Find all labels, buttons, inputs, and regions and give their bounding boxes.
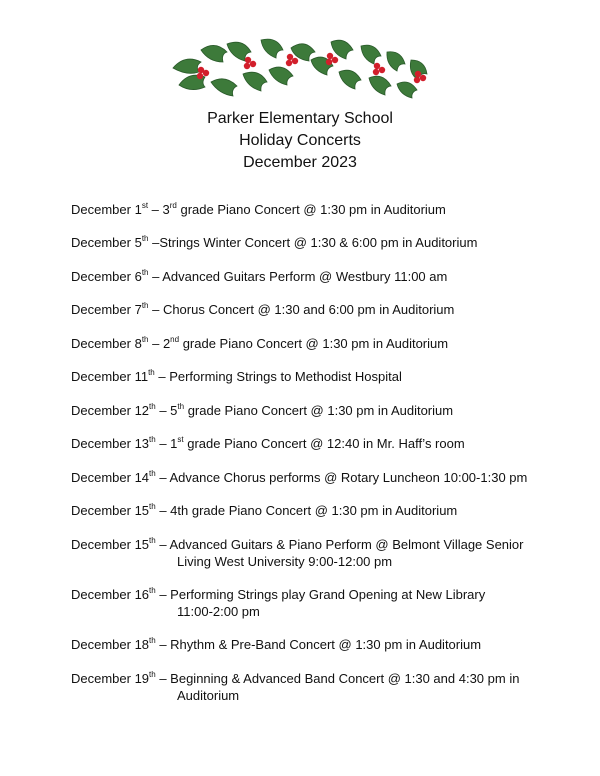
grade-suffix: rd	[169, 201, 177, 210]
entry-description: – 5	[155, 403, 178, 418]
entry-date: December 15	[71, 503, 150, 518]
list-item	[71, 301, 454, 318]
entry-description: – Performing Strings to Methodist Hospital	[154, 369, 402, 384]
entry-date: December 5	[71, 235, 142, 250]
entry-date: December 18	[71, 637, 150, 652]
entry-description: – 3	[148, 202, 170, 217]
list-item	[71, 234, 477, 251]
entry-continuation: Auditorium	[177, 688, 240, 703]
entry-date: December 12	[71, 403, 150, 418]
date-suffix: th	[148, 368, 155, 377]
entry-date: December 15	[71, 537, 150, 552]
list-item	[71, 435, 465, 452]
entry-description: – 1	[155, 436, 178, 451]
entry-date: December 6	[71, 269, 142, 284]
entry-date: December 7	[71, 302, 142, 317]
entry-description: – 4th grade Piano Concert @ 1:30 pm in Auditorium	[155, 503, 458, 518]
date-suffix: th	[141, 335, 149, 344]
list-item	[71, 636, 481, 653]
entry-date: December 14	[71, 470, 150, 485]
grade-suffix: th	[177, 402, 185, 411]
date-suffix: th	[149, 435, 156, 444]
entry-continuation: Living West University 9:00-12:00 pm	[177, 554, 393, 569]
list-item	[71, 469, 527, 486]
entry-description-rest: grade Piano Concert @ 1:30 pm in Auditorium	[184, 403, 454, 418]
entry-date: December 13	[71, 436, 150, 451]
list-item	[71, 335, 448, 352]
entry-description: – Performing Strings play Grand Opening at New Library	[155, 587, 486, 602]
grade-suffix: nd	[170, 335, 180, 344]
list-item	[71, 201, 446, 218]
entry-date: December 11	[71, 369, 149, 384]
entry-description: – Advanced Guitars & Piano Perform @ Belmont Village Senior	[155, 537, 524, 552]
list-item	[71, 368, 402, 385]
entry-description: – Advanced Guitars Perform @ Westbury 11:00 am	[148, 269, 448, 284]
entry-description-rest: grade Piano Concert @ 1:30 pm in Auditorium	[176, 202, 446, 217]
date-suffix: th	[149, 586, 156, 595]
entry-description: –Strings Winter Concert @ 1:30 & 6:00 pm in Auditorium	[148, 235, 478, 250]
event-month: December 2023	[243, 154, 357, 171]
list-item	[71, 268, 447, 285]
entry-date: December 1	[71, 202, 142, 217]
event-title: Holiday Concerts	[239, 132, 361, 149]
grade-suffix: st	[177, 435, 184, 444]
entry-description-rest: grade Piano Concert @ 1:30 pm in Auditorium	[179, 336, 449, 351]
holly-garland-icon	[165, 30, 440, 110]
entry-description: – 2	[148, 336, 171, 351]
entry-description: – Rhythm & Pre-Band Concert @ 1:30 pm in Auditorium	[155, 637, 482, 652]
entry-date: December 8	[71, 336, 142, 351]
entry-date: December 19	[71, 671, 150, 686]
date-suffix: th	[149, 502, 156, 511]
date-suffix: th	[149, 536, 156, 545]
date-suffix: th	[141, 268, 149, 277]
date-suffix: th	[149, 402, 156, 411]
date-suffix: th	[149, 636, 156, 645]
date-suffix: th	[149, 469, 156, 478]
entry-date: December 16	[71, 587, 150, 602]
date-suffix: th	[141, 301, 149, 310]
entry-description: – Chorus Concert @ 1:30 and 6:00 pm in Auditorium	[148, 302, 455, 317]
school-name: Parker Elementary School	[207, 110, 393, 127]
date-suffix: st	[141, 201, 149, 210]
list-item	[71, 402, 453, 419]
date-suffix: th	[149, 670, 156, 679]
entry-continuation: 11:00-2:00 pm	[177, 604, 260, 619]
list-item	[71, 502, 457, 519]
list-item	[71, 670, 519, 687]
entry-description: – Beginning & Advanced Band Concert @ 1:30 and 4:30 pm in	[155, 671, 520, 686]
list-item	[71, 536, 523, 553]
entry-description: – Advance Chorus performs @ Rotary Luncheon 10:00-1:30 pm	[155, 470, 528, 485]
list-item	[71, 586, 485, 603]
date-suffix: th	[141, 234, 149, 243]
entry-description-rest: grade Piano Concert @ 12:40 in Mr. Haff’s room	[183, 436, 465, 451]
